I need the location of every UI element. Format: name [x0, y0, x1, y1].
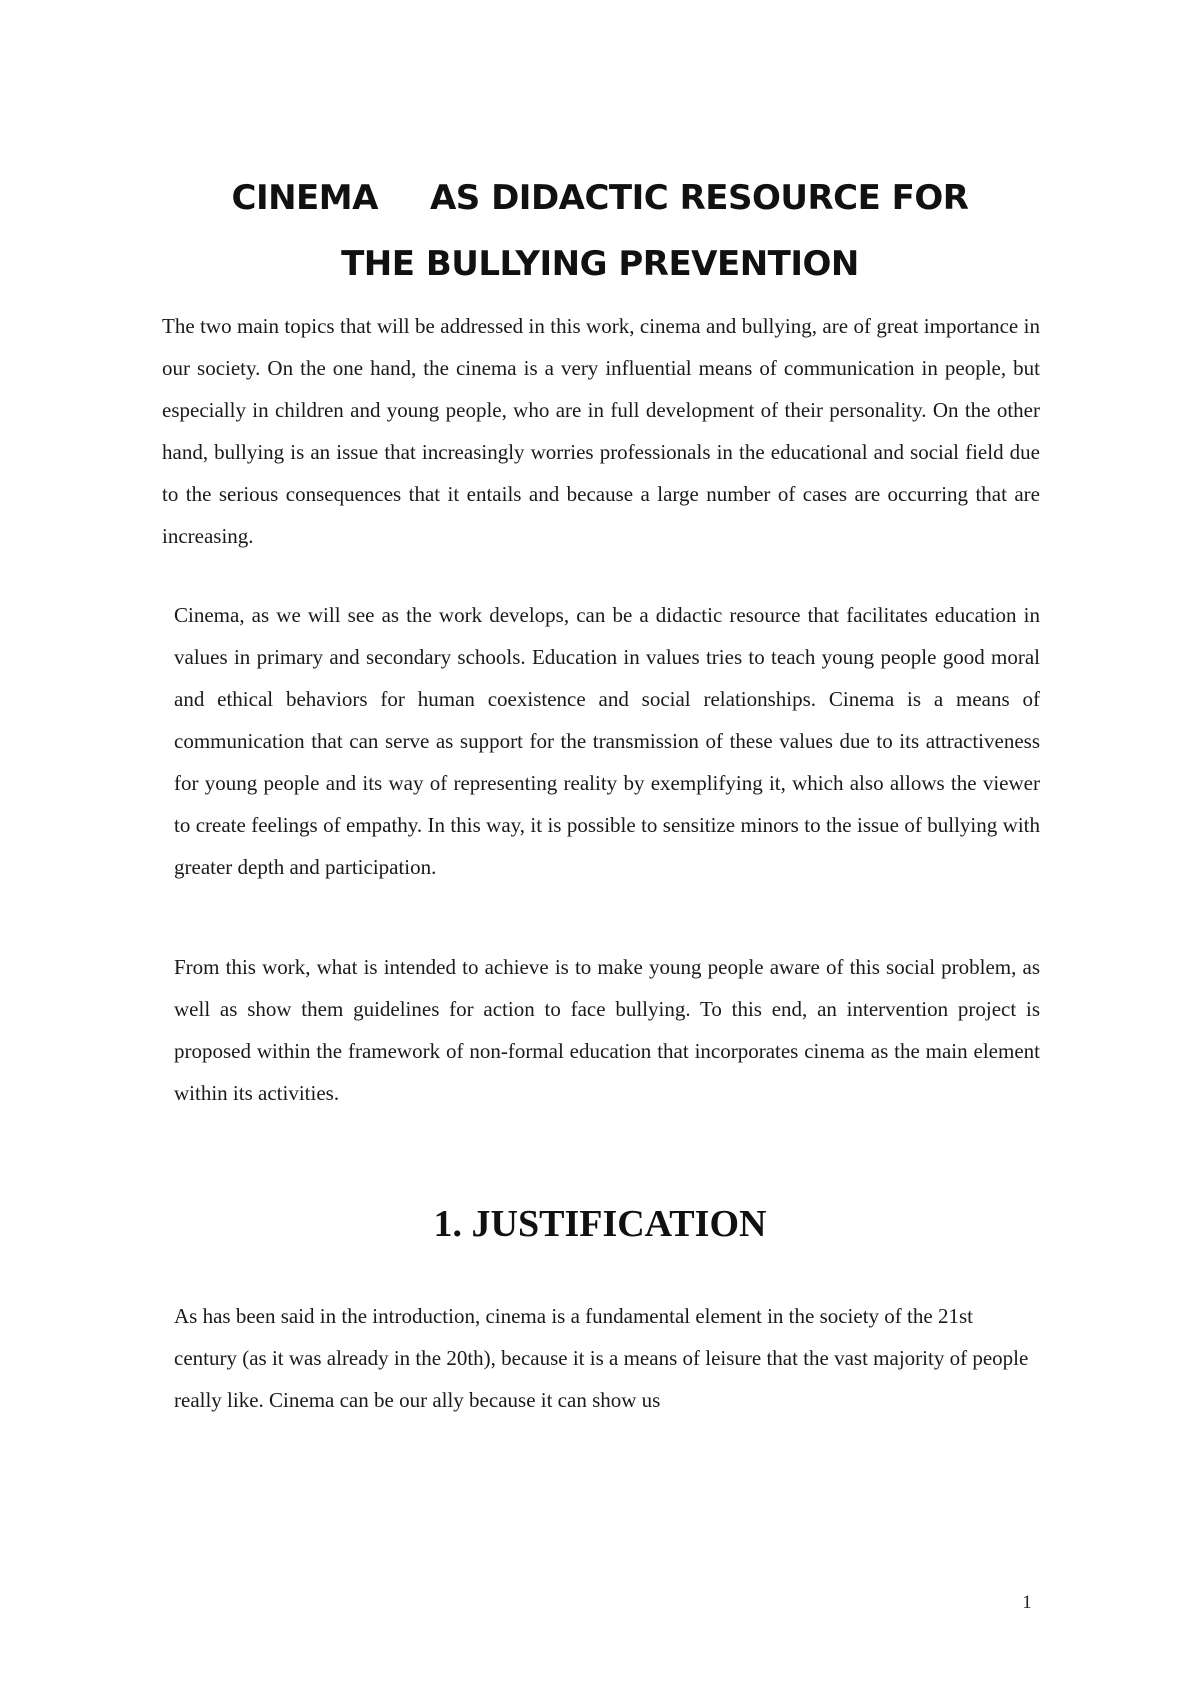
title-line-1	[0, 178, 1200, 218]
intro-paragraph-2: Cinema, as we will see as the work develops, can be a didactic resource that facilitates education in values in primary and secondary schools. Education in values tries to teach young people good moral and ethical behaviors for human coexistence and social relationships. Cinema is a means of communication that can serve as support for the transmission of these values due to its attractiveness for young people and its way of representing reality by exemplifying it, which also allows the viewer to create feelings of empathy. In this way, it is possible to sensitize minors to the issue of bullying with greater depth and participation.	[174, 603, 1040, 879]
title-rest-line-1: AS DIDACTIC RESOURCE FOR	[429, 178, 969, 218]
intro-paragraph-1: The two main topics that will be addressed in this work, cinema and bullying, are of great importance in our society. On the one hand, the cinema is a very influential means of communication in people, but especially in children and young people, who are in full development of their personality. On the other hand, bullying is an issue that increasingly worries professionals in the educational and social field due to the serious consequences that it entails and because a large number of cases are occurring that are increasing.	[162, 314, 1040, 548]
intro-paragraph-3: From this work, what is intended to achieve is to make young people aware of this social problem, as well as show them guidelines for action to face bullying. To this end, an intervention project is proposed within the framework of non-formal education that incorporates cinema as the main element within its activities.	[174, 955, 1040, 1105]
page-number: 1	[1022, 1592, 1032, 1613]
title-word-cinema: CINEMA	[231, 178, 378, 218]
justification-paragraph: As has been said in the introduction, cinema is a fundamental element in the society of the 21st century (as it was already in the 20th), because it is a means of leisure that the vast majority of people really like. Cinema can be our ally because it can show us	[174, 1304, 1029, 1412]
title-line-2: THE BULLYING PREVENTION	[341, 244, 859, 284]
section-heading-justification: 1. JUSTIFICATION	[433, 1203, 767, 1245]
